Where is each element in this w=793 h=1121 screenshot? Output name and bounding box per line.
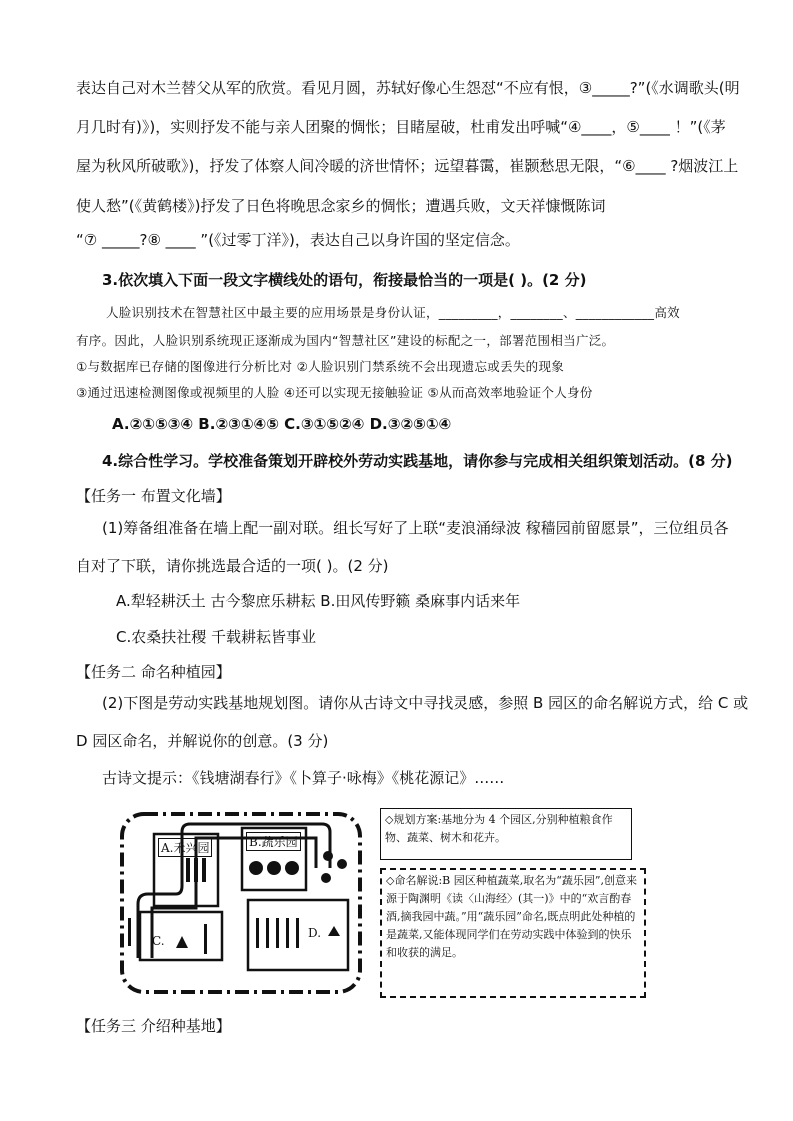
q4-1-options-2: C.农桑扶社稷 千载耕耘皆事业 <box>116 628 317 646</box>
zone-b-label: B.蔬乐园 <box>246 832 301 851</box>
q3-options-2: ③通过迅速检测图像或视频里的人脸 ④还可以实现无接触验证 ⑤从而高效率地验证个人身份 <box>76 385 593 400</box>
zone-d-label: D. <box>308 926 322 940</box>
line-5: “⑦ _____?⑧ ____ ”(《过零丁洋》)，表达自己以身许国的坚定信念。 <box>76 231 520 249</box>
q3-choices: A.②①⑤③④ B.②③①④⑤ C.③①⑤②④ D.③②⑤①④ <box>112 415 452 433</box>
q3-options-1: ①与数据库已存储的图像进行分析比对 ②人脸识别门禁系统不会出现遗忘或丢失的现象 <box>76 359 565 374</box>
zone-c-label: C. <box>152 934 165 948</box>
line-2: 月几时有)》)，实则抒发不能与亲人团聚的惆怅；目睹屋破，杜甫发出呼喊“④____，⑤____ ！”(《茅 <box>76 118 726 136</box>
plan-box: ◇规划方案:基地分为 4 个园区,分别种植粮食作物、蔬菜、树木和花卉。 <box>380 808 632 860</box>
q3-passage-1: 人脸识别技术在智慧社区中最主要的应用场景是身份认证，_________，________、____________高效 <box>106 305 680 320</box>
q4-1-options-1: A.犁轻耕沃土 古今黎庶乐耕耘 B.田风传野籁 桑麻事内话来年 <box>116 592 521 610</box>
task-1-heading: 【任务一 布置文化墙】 <box>76 487 231 505</box>
naming-box: ◇命名解说:B 园区种植蔬菜,取名为“蔬乐园”,创意来源于陶渊明《读〈山海经〉(其一)》中的“欢言酌春酒,摘我园中蔬。”用“蔬乐园”命名,既点明此处种植的是蔬菜,又能体现同学们在劳动实践中体验到的快乐和收获的满足。 <box>380 868 646 998</box>
poem-hint: 古诗文提示：《钱塘湖春行》《卜算子·咏梅》《桃花源记》…… <box>102 769 505 787</box>
line-1: 表达自己对木兰替父从军的欣赏。看见月圆，苏轼好像心生怨怼“不应有恨，③_____?”(《水调歌头(明 <box>76 79 740 97</box>
line-3: 屋为秋风所破歌》)，抒发了体察人间冷暖的济世情怀；远望暮霭，崔颢愁思无限，“⑥____ ?烟波江上 <box>76 157 739 175</box>
q3-passage-2: 有序。因此，人脸识别系统现正逐渐成为国内“智慧社区”建设的标配之一，部署范围相当广泛。 <box>76 333 615 348</box>
task-2-heading: 【任务二 命名种植园】 <box>76 663 231 681</box>
zone-a-label: A.禾兴园 <box>158 838 212 857</box>
q4-2-line-1: (2)下图是劳动实践基地规划图。请你从古诗文中寻找灵感，参照 B 园区的命名解说方式，给 C 或 <box>102 694 749 712</box>
q4-2-line-2: D 园区命名，并解说你的创意。(3 分) <box>76 732 329 750</box>
planning-map-figure <box>116 808 648 1000</box>
q4-1-line-1: (1)筹备组准备在墙上配一副对联。组长写好了上联“麦浪涌绿波 稼穑园前留愿景”，三位组员各 <box>102 519 729 537</box>
line-4: 使人愁”(《黄鹤楼》)抒发了日色将晚思念家乡的惆怅；遭遇兵败，文天祥慷慨陈词 <box>76 197 606 215</box>
question-3: 3.依次填入下面一段文字横线处的语句，衔接最恰当的一项是( )。(2 分) <box>102 271 587 289</box>
task-3-heading: 【任务三 介绍种基地】 <box>76 1017 231 1035</box>
question-4: 4.综合性学习。学校准备策划开辟校外劳动实践基地，请你参与完成相关组织策划活动。(8 分) <box>102 452 733 470</box>
base-map <box>116 808 366 998</box>
q4-1-line-2: 自对了下联，请你挑选最合适的一项( )。(2 分) <box>76 557 389 575</box>
